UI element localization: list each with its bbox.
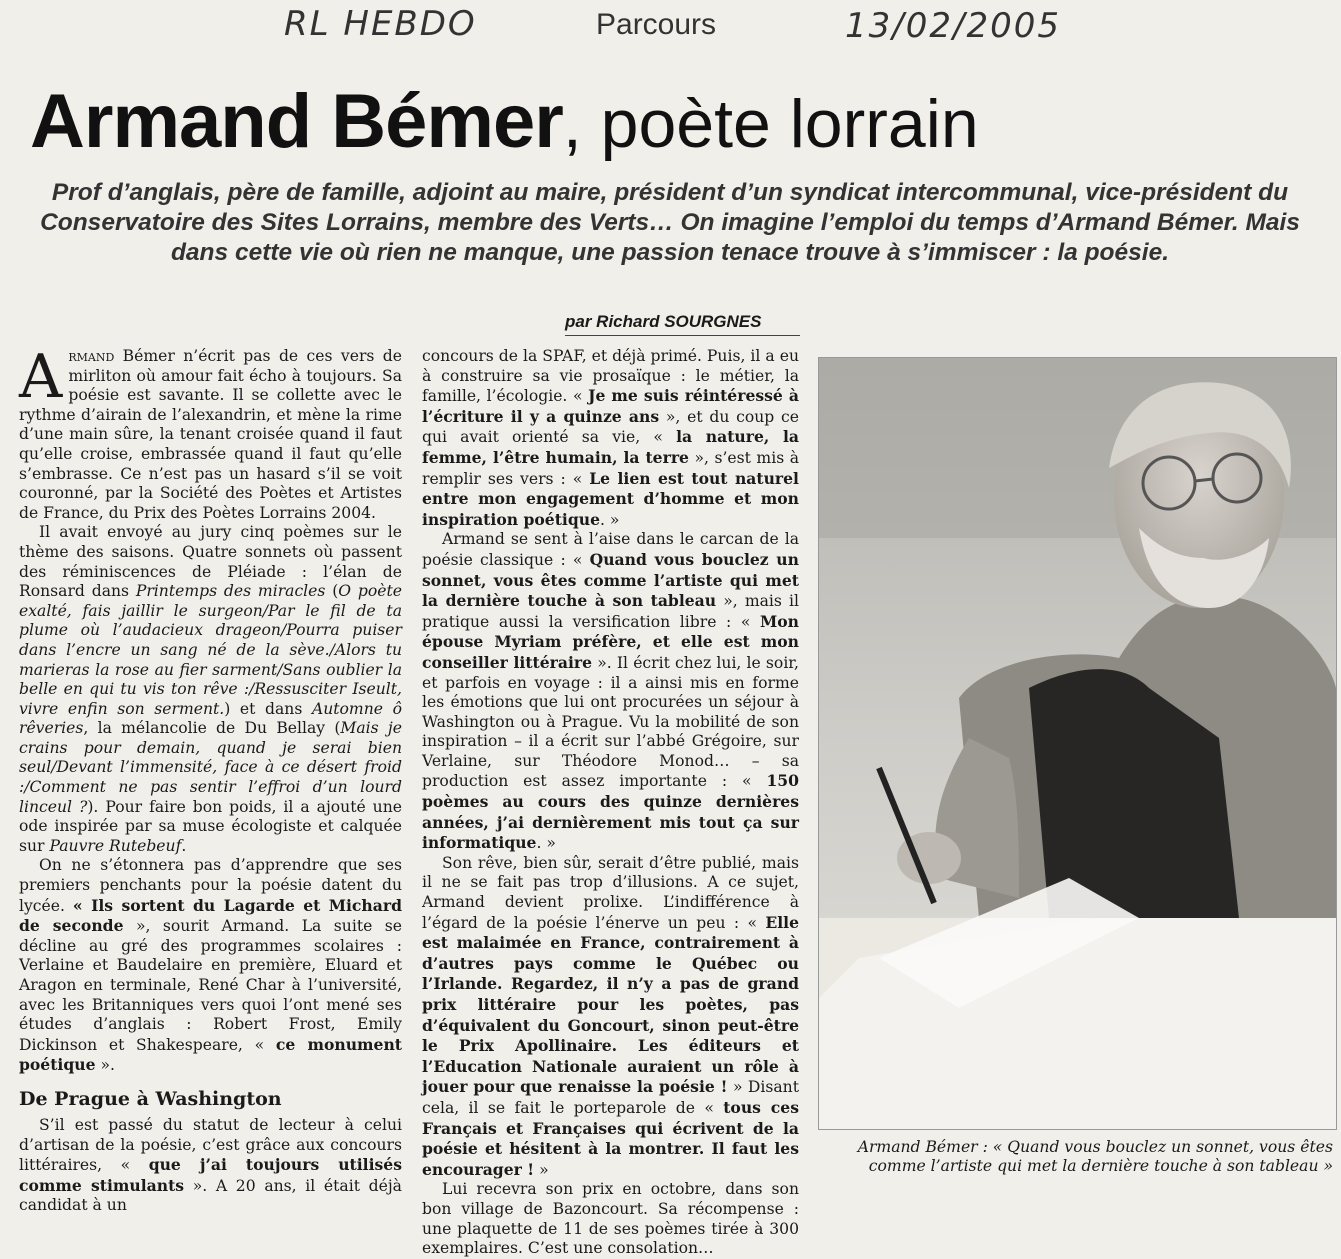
chapo: Prof d’anglais, père de famille, adjoint au maire, président d’un syndicat intercommunal, vice-président du Conservatoire des Sites Lorrains, membre des Verts… On imagine l’emploi du temps d’Armand Bémer. Mais dans cette vie où rien ne manque, une passion tenace trouve à s’immiscer : la poésie. [40, 179, 1300, 266]
drop-cap-rest: rmand [68, 347, 115, 365]
text-run: ». A 20 ans, il était déjà candidat à un [19, 1176, 402, 1215]
paragraph: Lui recevra son prix en octobre, dans son bon village de Bazoncourt. Sa récompense : une plaquette de 11 de ses poèmes tirée à 300 exemplaires. C’est une consolation… [422, 1180, 799, 1258]
poem-title: Automne ô rêveries [19, 699, 402, 738]
quote-bold: ce monument poétique [19, 1034, 402, 1075]
text-run: Bémer n’écrit pas de ces vers de mirliton où amour fait écho à toujours. Sa poésie est savante. Il se collette avec le rythme d’airain de l’alexandrin, et mène la rime d’une main sûre, la tenant croisée quand il faut qu’elle croise, embrassée quand il faut qu’elle s’embrasse. Ce n’est pas un hasard s’il se voit couronné, par la Société des Poètes et Artistes de France, du Prix des Poètes Lorrains 2004. [19, 347, 402, 522]
poem-quote: Mais je crains pour demain, quand je serai bien seul/Devant l’immensité, face à ce désert froid :/Comment ne pas sentir l’effroi d’un lourd linceul ? [19, 719, 402, 816]
text-run: concours de la SPAF, et déjà primé. Puis, il a eu à construire sa vie prosaïque : le métier, la famille, l’écologie. « [422, 347, 799, 406]
text-run: ). Pour faire bon poids, il a ajouté une ode inspirée par sa muse écologiste et calquée sur [19, 797, 402, 855]
text-run: », et du coup ce qui avait orienté sa vie, « [422, 407, 799, 447]
text-run: Armand se sent à l’aise dans le carcan de la poésie classique : « [422, 530, 799, 569]
portrait-photo [818, 357, 1337, 1130]
quote-bold: Quand vous bouclez un sonnet, vous êtes comme l’artiste qui met la dernière touche à son tableau [422, 549, 799, 611]
paragraph [19, 523, 402, 856]
drop-cap: A [19, 342, 63, 412]
quote-bold: tous ces Français et Françaises qui écrivent de la poésie et hésitent à la montrer. Il faut les encourager ! [422, 1097, 799, 1179]
subheading: De Prague à Washington [19, 1087, 282, 1110]
byline: par Richard SOURGNES [565, 312, 762, 331]
column-2 [422, 347, 799, 1259]
text-run: Son rêve, bien sûr, serait d’être publié, mais il ne se fait pas trop d’illusions. A ce sujet, Armand devient prolixe. L’indifférence à l’égard de la poésie l’énerve un peu : « [422, 853, 799, 932]
quote-bold: Je me suis réintéressé à l’écriture il y a quinze ans [422, 386, 799, 426]
text-run: ». Il écrit chez lui, le soir, et parfois en voyage : il a ainsi mis en forme les émotions que lui ont procurées un séjour à Washington ou à Prague. Vu la mobilité de son inspiration – il a écrit sur l’abbé Grégoire, sur Verlaine, sur Théodore Monod… – sa production est assez importante : « [422, 653, 800, 791]
paragraph [422, 530, 799, 854]
column-1 [19, 342, 403, 1216]
text-run: ». [95, 1056, 115, 1075]
text-run: » Disant cela, il se fait le porteparole de « [422, 1078, 799, 1117]
poem-title: Pauvre Rutebeuf [49, 836, 182, 855]
quote-bold: la nature, la femme, l’être humain, la terre [422, 427, 799, 467]
quote-bold: 150 poèmes au cours des quinze dernières années, j’ai dernièrement mis tout ça sur informatique [422, 771, 799, 853]
text-run: S’il est passé du statut de lecteur à celui d’artisan de la poésie, c’est grâce aux concours littéraires, « [19, 1115, 402, 1175]
date-handwritten: 13/02/2005 [845, 6, 1061, 46]
text-run: . » [536, 834, 556, 853]
quote-bold: Elle est malaimée en France, contrairement à d’autres pays comme le Québec ou l’Irlande. Regardez, il n’y a pas de grand prix littéraire pour les poètes, pas d’équivalent du Goncourt, sinon peut-être le Prix Apollinaire. Les éditeurs et l’Education Nationale auraient un rôle à jouer pour que renaisse la poésie ! [422, 912, 799, 1097]
headline-rest: , poète lorrain [562, 86, 979, 162]
text-run: » [534, 1160, 549, 1179]
text-run: . [181, 836, 187, 855]
poem-title: Printemps des miracles [135, 582, 326, 601]
paragraph [19, 856, 402, 1076]
portrait-illustration [819, 358, 1336, 1129]
paragraph [19, 1116, 402, 1216]
text-run: », s’est mis à remplir ses vers : « [422, 448, 799, 488]
text-run: ) et dans [224, 699, 312, 718]
quote-bold: Le lien est tout naturel entre mon engagement d’homme et mon inspiration poétique [422, 468, 799, 529]
publication-handwritten: RL HEBDO [284, 4, 477, 44]
quote-bold: Mon épouse Myriam préfère, et elle est mon conseiller littéraire [422, 611, 799, 672]
text-run: », mais il pratique aussi la versification libre : « [422, 592, 799, 631]
text-run: Il avait envoyé au jury cinq poèmes sur le thème des saisons. Quatre sonnets où passent des réminiscences de Pléiade : l’élan de Ronsard dans [19, 523, 402, 601]
byline-rule [565, 335, 800, 336]
headline [30, 78, 979, 165]
quote-bold: « Ils sortent du Lagarde et Michard de seconde [19, 895, 402, 936]
text-run: . » [600, 510, 620, 529]
paragraph [422, 347, 799, 530]
rubric-label: Parcours [596, 8, 717, 41]
headline-name: Armand Bémer [30, 79, 563, 164]
quote-bold: que j’ai toujours utilisés comme stimulants [19, 1155, 403, 1195]
text-run: On ne s’étonnera pas d’apprendre que ses premiers penchants pour la poésie datent du lycée. [19, 856, 402, 915]
paragraph [422, 854, 799, 1181]
poem-quote: O poète exalté, fais jaillir le surgeon/Par le fil de ta plume où l’audacieux drageon/Pourra puiser dans l’encre un sang né de la sève./Alors tu marieras la rose au fier sarment/Sans oublier la belle en qui tu vis ton rêve :/Ressusciter Iseult, vivre enfin son serment. [19, 582, 402, 718]
text-run: , la mélancolie de Du Bellay ( [83, 719, 341, 738]
text-run: », sourit Armand. La suite se décline au gré des programmes scolaires : Verlaine et Baudelaire en première, Eluard et Aragon en terminale, René Char à l’université, avec les Britanniques vers quoi l’ont mené ses études d’anglais : Robert Frost, Emily Dickinson et Shakespeare, « [19, 917, 402, 1054]
text-run: ( [325, 582, 339, 601]
photo-caption: Armand Bémer : « Quand vous bouclez un sonnet, vous êtes comme l’artiste qui met la dernière touche à son tableau » [857, 1138, 1333, 1175]
paragraph [19, 342, 402, 523]
